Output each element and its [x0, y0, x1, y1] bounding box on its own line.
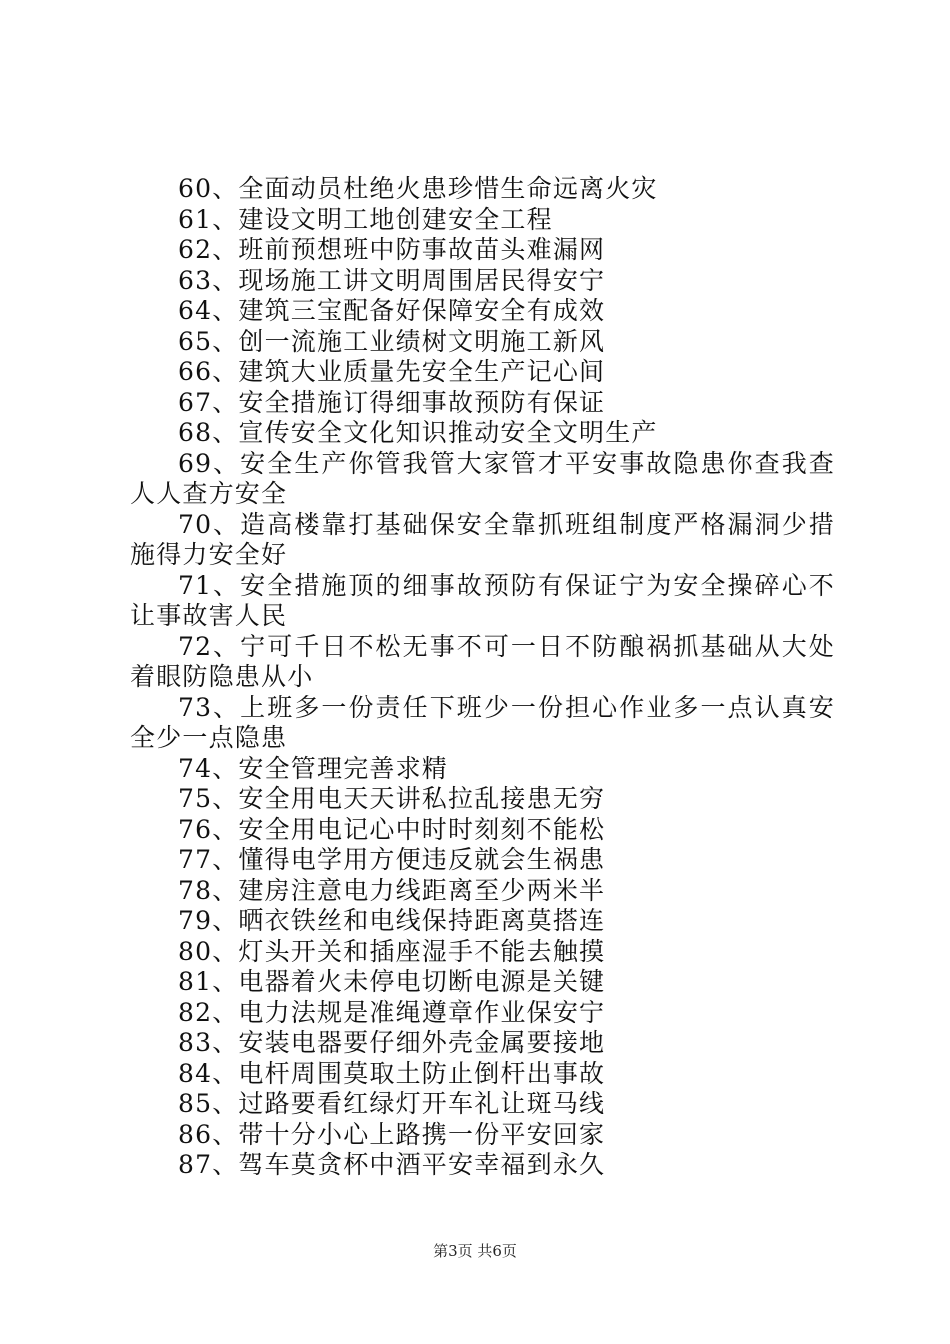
paragraph-84: 84、电杆周围莫取土防止倒杆出事故	[178, 1058, 606, 1088]
paragraph-70: 70、造高楼靠打基础保安全靠抓班组制度严格漏洞少措施得力安全好	[130, 509, 835, 569]
paragraph-74: 74、安全管理完善求精	[178, 753, 449, 783]
document-body	[130, 174, 835, 1181]
paragraph-62: 62、班前预想班中防事故苗头难漏网	[178, 235, 606, 264]
paragraph-77: 77、懂得电学用方便违反就会生祸患	[178, 845, 606, 874]
paragraph-65: 65、创一流施工业绩树文明施工新风	[178, 326, 606, 356]
paragraph-85: 85、过路要看红绿灯开车礼让斑马线	[178, 1089, 606, 1118]
page-number-label: 第3页 共6页	[433, 1242, 517, 1260]
paragraph-82: 82、电力法规是准绳遵章作业保安宁	[178, 997, 606, 1027]
paragraph-71: 71、安全措施顶的细事故预防有保证宁为安全操碎心不让事故害人民	[130, 570, 835, 630]
paragraph-75: 75、安全用电天天讲私拉乱接患无穷	[178, 784, 606, 813]
paragraph-67: 67、安全措施订得细事故预防有保证	[178, 387, 606, 417]
paragraph-73: 73、上班多一份责任下班少一份担心作业多一点认真安全少一点隐患	[130, 692, 835, 752]
paragraph-64: 64、建筑三宝配备好保障安全有成效	[178, 296, 606, 325]
paragraph-69: 69、安全生产你管我管大家管才平安事故隐患你查我查人人查方安全	[130, 448, 835, 508]
paragraph-86: 86、带十分小心上路携一份平安回家	[178, 1119, 606, 1149]
paragraph-79: 79、晒衣铁丝和电线保持距离莫搭连	[178, 906, 606, 935]
paragraph-72: 72、宁可千日不松无事不可一日不防酿祸抓基础从大处着眼防隐患从小	[130, 631, 835, 691]
paragraph-60: 60、全面动员杜绝火患珍惜生命远离火灾	[178, 174, 658, 203]
paragraph-78: 78、建房注意电力线距离至少两米半	[178, 875, 606, 905]
paragraph-76: 76、安全用电记心中时时刻刻不能松	[178, 814, 606, 844]
paragraph-83: 83、安装电器要仔细外壳金属要接地	[178, 1028, 606, 1057]
paragraph-87: 87、驾车莫贪杯中酒平安幸福到永久	[178, 1150, 606, 1179]
paragraph-81: 81、电器着火未停电切断电源是关键	[178, 967, 606, 996]
paragraph-68: 68、宣传安全文化知识推动安全文明生产	[178, 418, 658, 447]
paragraph-63: 63、现场施工讲文明周围居民得安宁	[178, 265, 606, 295]
page-footer	[0, 1241, 950, 1261]
paragraph-66: 66、建筑大业质量先安全生产记心间	[178, 357, 606, 386]
paragraph-61: 61、建设文明工地创建安全工程	[178, 204, 553, 234]
paragraph-80: 80、灯头开关和插座湿手不能去触摸	[178, 936, 606, 966]
